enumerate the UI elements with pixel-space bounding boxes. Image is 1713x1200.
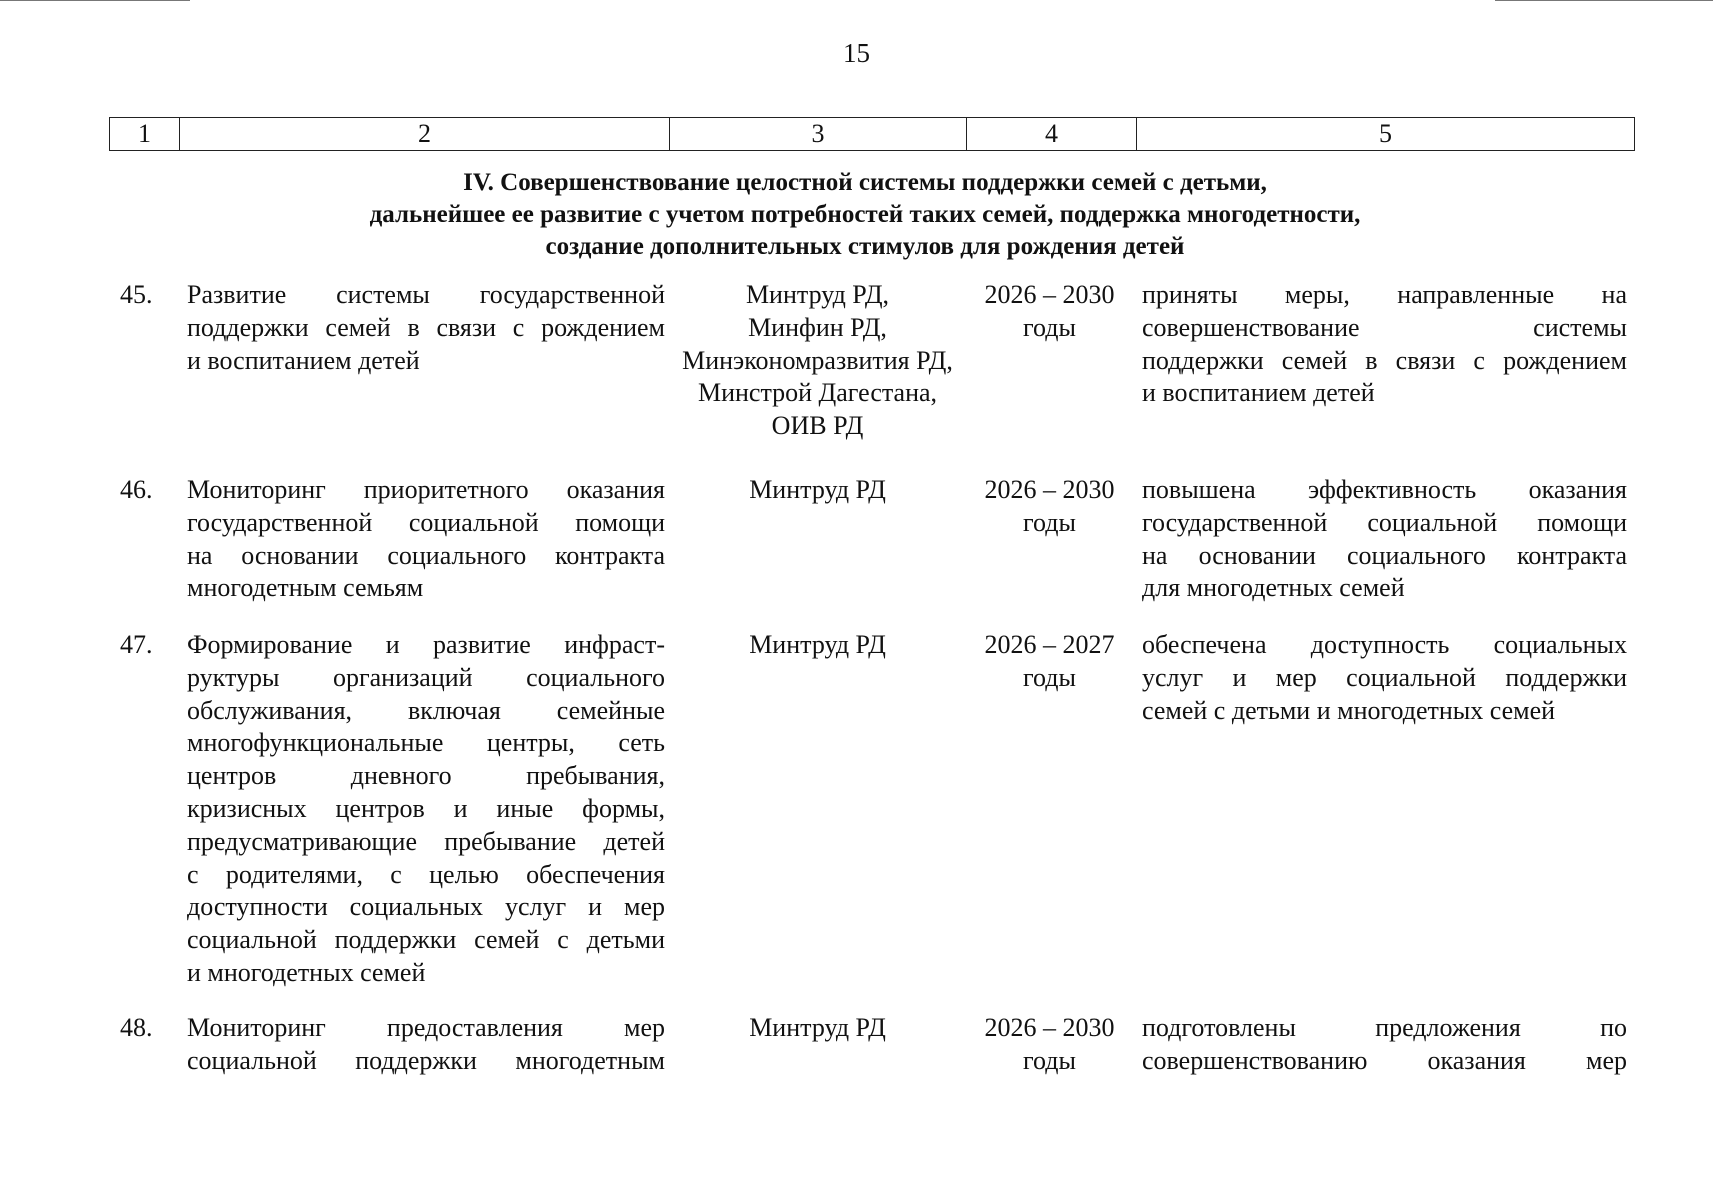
column-number-4: 4 [967, 118, 1137, 151]
text-line: Минфин РД, [748, 312, 887, 342]
executors [665, 474, 970, 507]
text-line: государственной социальной помощи [187, 507, 665, 537]
period [972, 629, 1127, 695]
text-line: Мониторинг предоставления мер [187, 1013, 665, 1042]
text-line: повышена эффективность оказания [1142, 475, 1627, 504]
text-line: услуг и мер социальной поддержки [1142, 662, 1627, 692]
expected-result [1142, 629, 1627, 727]
column-number-1: 1 [110, 118, 180, 151]
text-line: Минтруд РД, [745, 280, 890, 309]
expected-result [1142, 474, 1627, 605]
column-number-2: 2 [180, 118, 670, 151]
period [972, 279, 1127, 345]
text-line: предусматривающие пребывание детей [187, 826, 665, 856]
column-number-5: 5 [1137, 118, 1635, 151]
expected-result [1142, 1012, 1627, 1078]
text-line: на основании социального контракта [187, 540, 665, 570]
text-line: Формирование и развитие инфраст- [187, 630, 665, 659]
text-line: обеспечена доступность социальных [1142, 630, 1627, 659]
text-line: и воспитанием детей [1142, 378, 1375, 408]
text-line: Развитие системы государственной [187, 280, 665, 309]
expected-result [1142, 279, 1627, 410]
executors [665, 1012, 970, 1045]
measure-name [187, 279, 665, 377]
executors [665, 279, 970, 443]
top-edge-rule-right [1495, 0, 1713, 1]
text-line: многофункциональные центры, сеть [187, 728, 665, 758]
top-edge-rule [0, 0, 190, 1]
section-heading-line: дальнейшее ее развитие с учетом потребностей таких семей, поддержка многодетности, [369, 201, 1361, 228]
text-line: Минтруд РД [749, 1013, 886, 1042]
measure-name [187, 629, 665, 990]
text-line: Мониторинг приоритетного оказания [187, 475, 665, 504]
measure-name [187, 1012, 665, 1078]
text-line: совершенствованию оказания мер [1142, 1045, 1627, 1075]
text-line: семей с детьми и многодетных семей [1142, 695, 1556, 725]
measure-name [187, 474, 665, 605]
period [972, 1012, 1127, 1078]
text-line: годы [1023, 312, 1076, 342]
text-line: для многодетных семей [1142, 573, 1405, 603]
text-line: 2026 – 2027 [984, 630, 1115, 659]
section-heading [200, 167, 1530, 263]
section-heading-line: создание дополнительных стимулов для рождения детей [545, 233, 1185, 260]
text-line: годы [1023, 507, 1076, 537]
text-line: годы [1023, 1045, 1076, 1075]
text-line: 2026 – 2030 [984, 280, 1115, 309]
text-line: Минстрой Дагестана, [697, 378, 938, 408]
text-line: Минтруд РД [749, 475, 886, 504]
text-line: годы [1023, 662, 1076, 692]
period [972, 474, 1127, 540]
page-number: 15 [843, 38, 870, 68]
text-line: на основании социального контракта [1142, 540, 1627, 570]
text-line: и многодетных семей [187, 957, 426, 987]
row-number: 45. [120, 280, 153, 309]
column-number-3: 3 [670, 118, 967, 151]
text-line: центров дневного пребывания, [187, 761, 665, 791]
text-line: социальной поддержки многодетным [187, 1045, 665, 1075]
row-number: 48. [120, 1013, 153, 1042]
text-line: многодетным семьям [187, 573, 424, 603]
row-number: 46. [120, 475, 153, 504]
text-line: и воспитанием детей [187, 345, 420, 375]
text-line: подготовлены предложения по [1142, 1013, 1627, 1042]
text-line: руктуры организаций социального [187, 662, 665, 692]
text-line: социальной поддержки семей с детьми [187, 925, 665, 955]
column-number-header [109, 117, 1635, 151]
text-line: 2026 – 2030 [984, 475, 1115, 504]
text-line: поддержки семей в связи с рождением [187, 312, 665, 342]
text-line: 2026 – 2030 [984, 1013, 1115, 1042]
text-line: с родителями, с целью обеспечения [187, 859, 665, 889]
text-line: Минэкономразвития РД, [682, 345, 953, 375]
text-line: поддержки семей в связи с рождением [1142, 345, 1627, 375]
text-line: государственной социальной помощи [1142, 507, 1627, 537]
executors [665, 629, 970, 662]
text-line: приняты меры, направленные на [1142, 280, 1627, 309]
text-line: ОИВ РД [771, 411, 864, 441]
text-line: обслуживания, включая семейные [187, 695, 665, 725]
text-line: кризисных центров и иные формы, [187, 793, 665, 823]
section-heading-line: IV. Совершенствование целостной системы поддержки семей с детьми, [463, 169, 1267, 196]
text-line: совершенствование системы [1142, 312, 1627, 342]
row-number: 47. [120, 630, 153, 659]
text-line: доступности социальных услуг и мер [187, 892, 665, 922]
text-line: Минтруд РД [749, 630, 886, 659]
